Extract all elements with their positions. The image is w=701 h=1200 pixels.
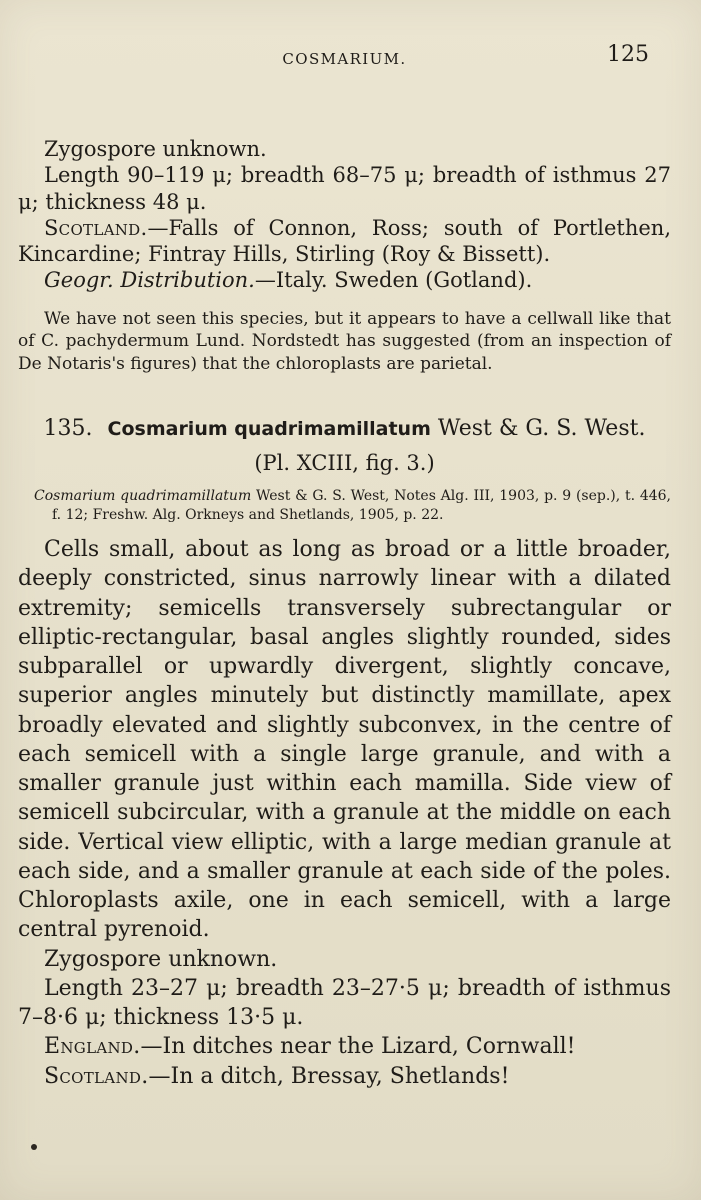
dimensions-paragraph-135: Length 23–27 μ; breadth 23–27·5 μ; breadth of isthmus 7–8·6 μ; thickness 13·5 μ. bbox=[18, 975, 671, 1031]
zygospore-line: Zygospore unknown. bbox=[44, 137, 267, 161]
species-heading bbox=[18, 416, 671, 441]
distribution-paragraph bbox=[18, 267, 671, 293]
entry-134-section bbox=[18, 136, 671, 376]
scotland-locality-text: —Falls of Connon, Ross; south of Portlethen, Kincardine; Fintray Hills, Stirling (Roy & Bissett). bbox=[18, 215, 671, 266]
distribution-label: Geogr. Distribution. bbox=[44, 268, 255, 293]
running-header bbox=[18, 34, 671, 70]
page-number: 125 bbox=[607, 42, 649, 67]
species-number: 135. bbox=[43, 415, 93, 441]
england-locality-paragraph bbox=[18, 1032, 671, 1061]
england-label: England. bbox=[44, 1034, 141, 1060]
scotland-label: Scotland. bbox=[44, 215, 148, 240]
distribution-text: —Italy. Sweden (Gotland). bbox=[254, 268, 533, 293]
zygospore-line-135: Zygospore unknown. bbox=[44, 946, 278, 972]
species-135-section bbox=[18, 416, 671, 1091]
species-authority: West & G. S. West. bbox=[437, 415, 646, 441]
england-locality-text: —In ditches near the Lizard, Cornwall! bbox=[140, 1034, 576, 1060]
taxonomic-note: We have not seen this species, but it appears to have a cellwall like that of C. pachydermum Lund. Nordstedt has suggested (from an inspection of De Notaris's figures) that the chloroplasts are parietal. bbox=[18, 308, 671, 375]
dimensions-paragraph: Length 90–119 μ; breadth 68–75 μ; breadth of isthmus 27 μ; thickness 48 μ. bbox=[18, 163, 671, 214]
citation-text: West & G. S. West, Notes Alg. III, 1903, p. 9 (sep.), t. 446, f. 12; Freshw. Alg. Orkneys and Shetlands, 1905, p. 22. bbox=[52, 488, 671, 524]
margin-dot-mark bbox=[31, 1144, 37, 1150]
running-title: COSMARIUM. bbox=[282, 50, 407, 68]
scotland-locality-paragraph-135 bbox=[18, 1062, 671, 1091]
species-name: Cosmarium quadrimamillatum bbox=[107, 417, 431, 440]
citation-paragraph bbox=[18, 487, 671, 525]
scotland-label-135: Scotland. bbox=[44, 1063, 149, 1089]
species-description: Cells small, about as long as broad or a little broader, deeply constricted, sinus narrowly linear with a dilated extremity; semicells transversely subrectangular or elliptic-rectangular, basal angles slightly rounded, sides subparallel or upwardly divergent, slightly concave, superior angles minutely but distinctly mamillate, apex broadly elevated and slightly subconvex, in the centre of each semicell with a single large granule, and with a smaller granule just within each mamilla. Side view of semicell subcircular, with a granule at the middle on each side. Vertical view elliptic, with a large median granule at each side, and a smaller granule at each side of the poles. Chloroplasts axile, one in each semicell, with a large central pyrenoid. bbox=[18, 537, 671, 943]
citation-name: Cosmarium quadrimamillatum bbox=[34, 488, 252, 505]
plate-reference: (Pl. XCIII, fig. 3.) bbox=[254, 451, 435, 476]
scotland-locality-paragraph bbox=[18, 215, 671, 268]
scotland-locality-text-135: —In a ditch, Bressay, Shetlands! bbox=[148, 1063, 510, 1089]
